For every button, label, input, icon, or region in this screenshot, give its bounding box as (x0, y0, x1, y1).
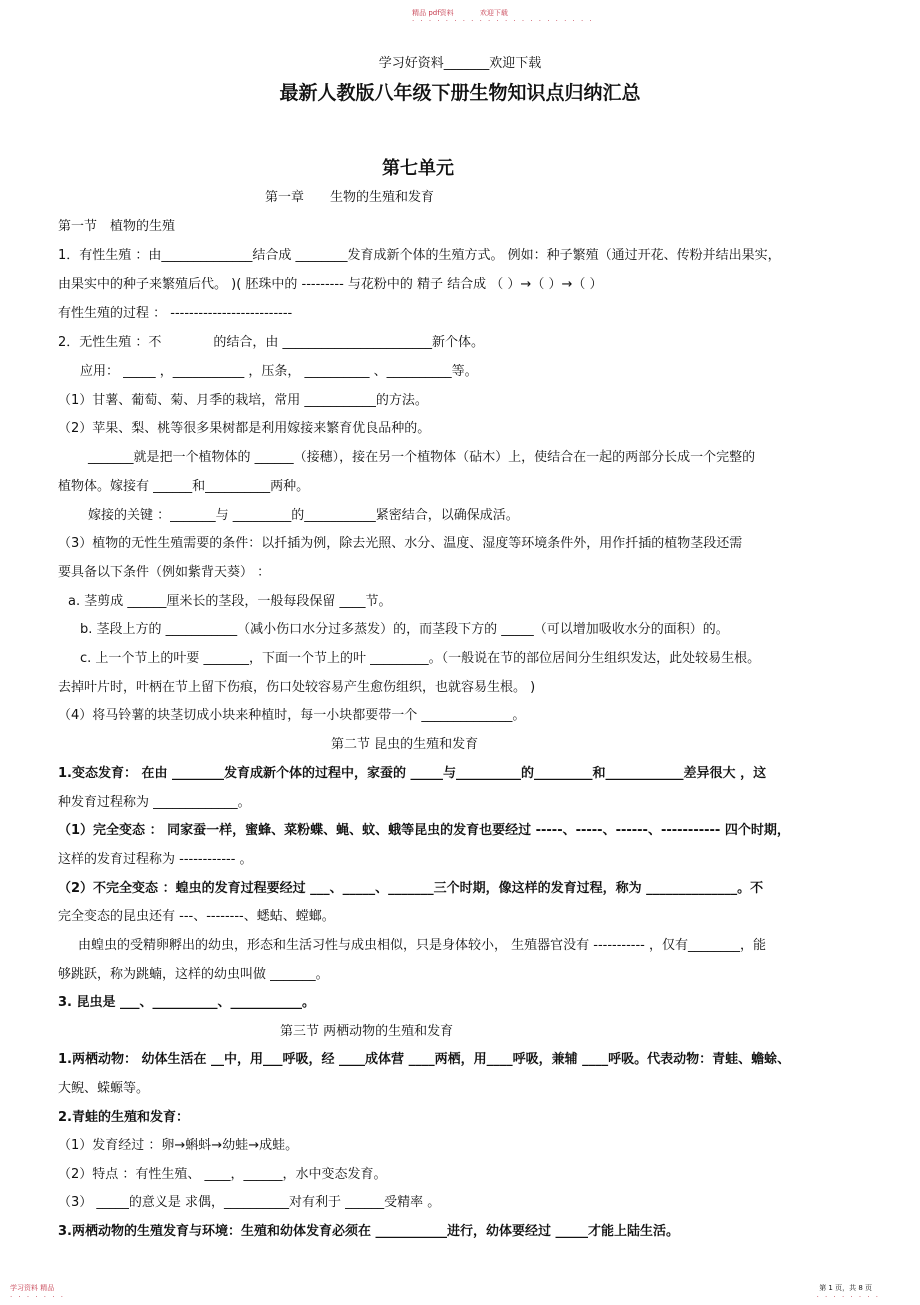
text-line: 1.变态发育： 在由 ________发育成新个体的过程中，家蚕的 _____与__________的_________和____________差异很大 ，这 (58, 766, 767, 781)
unit-heading: 第七单元 (382, 158, 454, 179)
footer-left: 学习资料 精品 (10, 1284, 55, 1292)
text-line: （3）植物的无性生殖需要的条件：以扦插为例，除去光照、水分、温度、湿度等环境条件外，用作扦插的植物茎段还需 (58, 536, 743, 551)
text-line: 这样的发育过程称为 ------------ 。 (58, 852, 253, 867)
text-line: （1）完全变态 ： 同家蚕一样，蜜蜂、菜粉蝶、蝇、蚊、蛾等昆虫的发育也要经过 -----、-----、------、----------- 四个时期， (58, 823, 790, 838)
text-line: 植物体。嫁接有 ______和__________两种。 (58, 479, 310, 494)
text-line: 第三节 两栖动物的生殖和发育 (280, 1024, 454, 1039)
text-line: a. 茎剪成 ______厘米长的茎段，一般每段保留 ____节。 (68, 594, 392, 609)
document-title: 最新人教版八年级下册生物知识点归纳汇总 (279, 82, 641, 104)
text-line: 种发育过程称为 _____________。 (58, 795, 251, 810)
text-line: _______就是把一个植物体的 ______（接穗），接在另一个植物体（砧木）上，使结合在一起的两部分长成一个完整的 (88, 450, 756, 465)
text-line: 嫁接的关键 ：_______与 _________的___________紧密结合，以确保成活。 (88, 508, 519, 523)
text-line: 2．无性生殖 ：不 的结合，由 _______________________新个体。 (58, 335, 485, 350)
footer-dots-left: · · · · · · · (10, 1293, 65, 1301)
page-number: 第 1 页，共 8 页 (819, 1284, 872, 1292)
text-line: （4）将马铃薯的块茎切成小块来种植时，每一小块都要带一个 ______________。 (58, 708, 526, 723)
text-line: （2）不完全变态 ：蝗虫的发育过程要经过 ___、_____、_______三个时期，像这样的发育过程，称为 ______________。不 (58, 881, 764, 896)
text-line: 第一节 植物的生殖 (58, 219, 176, 234)
text-line: 3.两栖动物的生殖发育与环境：生殖和幼体发育必须在 ___________进行，幼体要经过 _____才能上陆生活。 (58, 1224, 680, 1239)
text-line: 有性生殖的过程 ： -------------------------- (58, 306, 293, 321)
text-line: 1．有性生殖 ：由______________结合成 ________发育成新个体的生殖方式。 例如：种子繁殖（通过开花、传粉并结出果实， (58, 248, 781, 263)
text-line: 去掉叶片时，叶柄在节上留下伤痕，伤口处较容易产生愈伤组织，也就容易生根。 ) (58, 680, 536, 695)
text-line: b. 茎段上方的 ___________（减小伤口水分过多蒸发）的，而茎段下方的 _____（可以增加吸收水分的面积）的。 (80, 622, 729, 637)
text-line: 应用： _____ ，___________ ，压条， __________ 、__________等。 (80, 364, 478, 379)
text-line: 第一章 生物的生殖和发育 (265, 190, 435, 205)
text-line: c. 上一个节上的叶要 _______，下面一个节上的叶 _________。（一般说在节的部位居间分生组织发达，此处较易生根。 (80, 651, 761, 666)
text-line: 完全变态的昆虫还有 ---、--------、蟋蛄、螳螂。 (58, 909, 335, 924)
text-line: 3. 昆虫是 ___、__________、___________。 (58, 995, 316, 1010)
text-line: 2.青蛙的生殖和发育： (58, 1110, 189, 1125)
text-line: （3） _____的意义是 求偶，__________对有利于 ______受精率 。 (58, 1195, 441, 1210)
text-line: 大鲵、蝾螈等。 (58, 1081, 150, 1096)
text-line: 1.两栖动物： 幼体生活在 __中，用___呼吸，经 ____成体营 ____两栖，用____呼吸，兼辅 ____呼吸。代表动物：青蛙、蟾蜍、 (58, 1052, 791, 1067)
text-line: （1）甘薯、葡萄、菊、月季的栽培，常用 ___________的方法。 (58, 393, 428, 408)
watermark-dots: · · · · · · · · · · · · · · · · · · · · · · (412, 17, 594, 25)
text-line: 第二节 昆虫的生殖和发育 (331, 737, 479, 752)
text-line: 够跳跃，称为跳蝻，这样的幼虫叫做 _______。 (58, 967, 329, 982)
text-line: 由蝗虫的受精卵孵出的幼虫，形态和生活习性与成虫相似，只是身体较小， 生殖器官没有 ----------- ，仅有________，能 (78, 938, 766, 953)
text-line: （2）苹果、梨、桃等很多果树都是利用嫁接来繁育优良品种的。 (58, 421, 431, 436)
text-line: （2）特点 ：有性生殖、 ____，______，水中变态发育。 (58, 1167, 387, 1182)
footer-dots-right: · · · · · · · · (816, 1293, 880, 1301)
text-line: 要具备以下条件（例如紫背天葵） ： (58, 565, 271, 580)
page-header: 学习好资料_______欢迎下载 (378, 56, 542, 71)
watermark-left: 精品 pdf资料 (412, 9, 454, 17)
text-line: 由果实中的种子来繁殖后代。 )( 胚珠中的 --------- 与花粉中的 精子 结合成 （ ）→（ ）→（ ） (58, 277, 603, 292)
text-line: （1）发育经过 ：卵→蝌蚪→幼蛙→成蛙。 (58, 1138, 299, 1153)
watermark-right: 欢迎下载 (479, 9, 508, 17)
